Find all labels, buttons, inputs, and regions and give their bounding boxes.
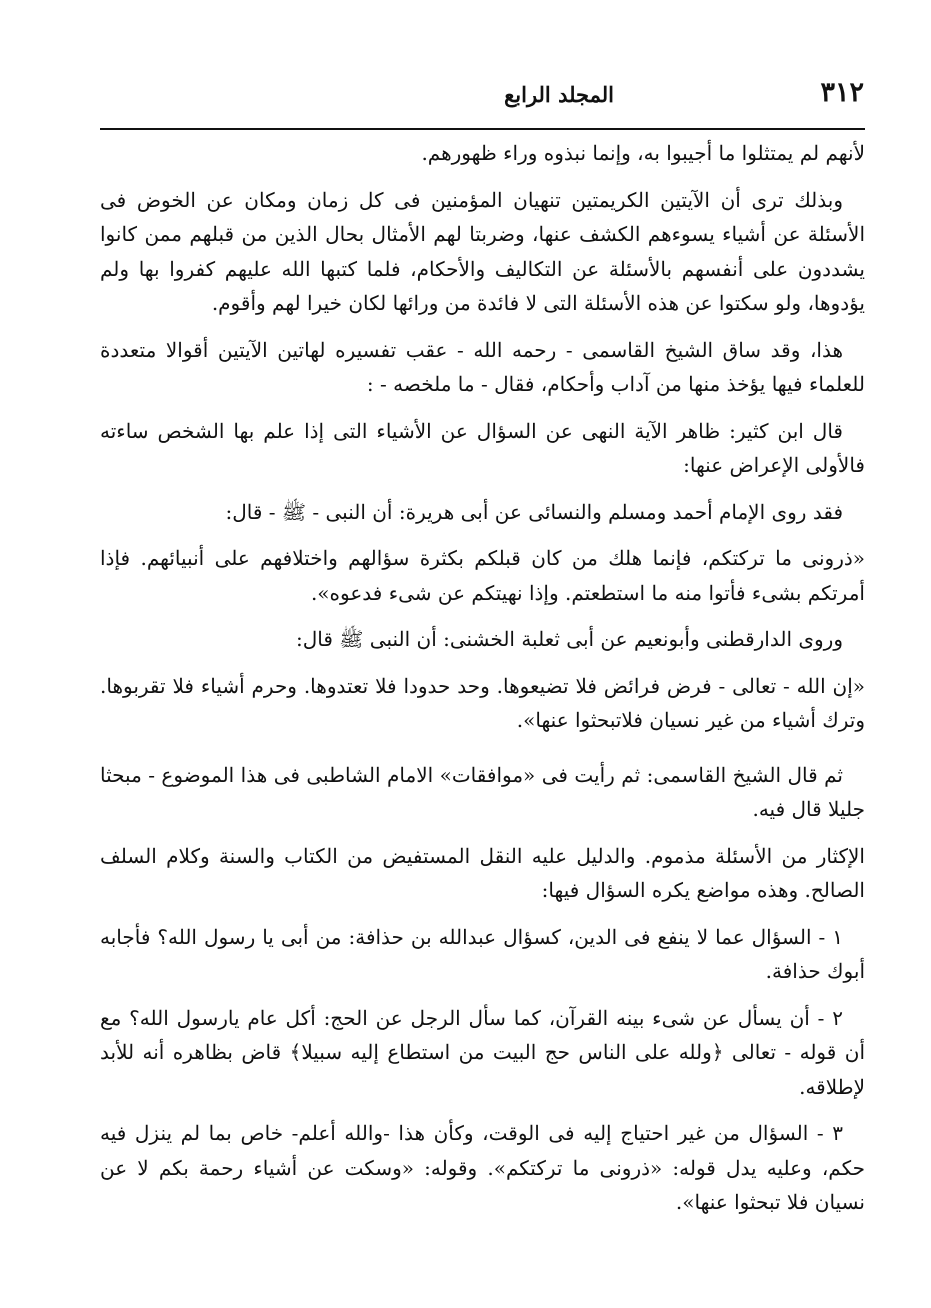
body-text — [100, 136, 865, 1232]
paragraph-shatibi-intro: ثم قال الشيخ القاسمى: ثم رأيت فى «موافقات» الامام الشاطبى فى هذا الموضوع - مبحثا جليلا قال فيه. — [100, 762, 865, 821]
paragraph-verses-summary: وبذلك ترى أن الآيتين الكريمتين تنهيان المؤمنين فى كل زمان ومكان عن الخوض فى الأسئلة عن أشياء يسوءهم الكشف عنها، وضربتا لهم الأمثال بحال الذين من قبلهم ممن كانوا يشددون على أنفسهم بالأسئلة عن التكاليف والأحكام، فلما كتبها الله عليهم كفروا بها ولم يؤدوها، ولو سكتوا عن هذه الأسئلة التى لا فائدة من ورائها لكان خيرا لهم وأقوم. — [100, 187, 865, 315]
hadith-quote-2: «إن الله - تعالى - فرض فرائض فلا تضيعوها. وحد حدودا فلا تعتدوها. وحرم أشياء فلا تقربوها. وترك أشياء من غير نسيان فلاتبحثوا عنها». — [100, 673, 865, 732]
paragraph-excess-questions: الإكثار من الأسئلة مذموم. والدليل عليه النقل المستفيض من الكتاب والسنة وكلام السلف الصالح. وهذه مواضع يكره السؤال فيها: — [100, 843, 865, 902]
hadith-quote-1: «ذرونى ما تركتكم، فإنما هلك من كان قبلكم بكثرة سؤالهم واختلافهم على أنبيائهم. فإذا أمرتكم بشىء فأتوا منه ما استطعتم. وإذا نهيتكم عن شىء فدعوه». — [100, 546, 865, 605]
page-header — [100, 76, 864, 118]
paragraph-abu-hurairah-narration: فقد روى الإمام أحمد ومسلم والنسائى عن أبى هريرة: أن النبى - ﷺ - قال: — [225, 499, 843, 524]
running-title: المجلد الرابع — [504, 82, 614, 107]
paragraph-ibn-kathir: قال ابن كثير: ظاهر الآية النهى عن السؤال عن الأشياء التى إذا علم بها الشخص ساءته فالأولى الإعراض عنها: — [100, 418, 865, 477]
paragraph-qasimi-intro: هذا، وقد ساق الشيخ القاسمى - رحمه الله - عقب تفسيره لهاتين الآيتين أقوالا متعددة للعلماء فيها يؤخذ منها من آداب وأحكام، فقال - ما ملخصه - : — [100, 337, 865, 396]
paragraph-daraqutni-narration: وروى الدارقطنى وأبونعيم عن أبى ثعلبة الخشنى: أن النبى ﷺ قال: — [295, 627, 843, 651]
paragraph-continuation: لأنهم لم يمتثلوا ما أجيبوا به، وإنما نبذوه وراء ظهورهم. — [421, 141, 865, 165]
page-number: ٣١٢ — [820, 77, 864, 108]
header-rule — [100, 128, 865, 130]
list-item-2: ٢ - أن يسأل عن شىء بينه القرآن، كما سأل الرجل عن الحج: أكل عام يارسول الله؟ مع أن قوله - تعالى ﴿ولله على الناس حج البيت من استطاع إليه سبيلا﴾ قاض بظاهره أنه للأبد لإطلاقه. — [100, 1005, 865, 1099]
list-item-3: ٣ - السؤال من غير احتياج إليه فى الوقت، وكأن هذا -والله أعلم- خاص بما لم ينزل فيه حكم، وعليه يدل قوله: «ذرونى ما تركتكم». وقوله: «وسكت عن أشياء رحمة بكم لا عن نسيان فلا تبحثوا عنها». — [100, 1121, 865, 1214]
list-item-1: ١ - السؤال عما لا ينفع فى الدين، كسؤال عبدالله بن حذافة: من أبى يا رسول الله؟ فأجابه أبوك حذافة. — [100, 924, 865, 983]
